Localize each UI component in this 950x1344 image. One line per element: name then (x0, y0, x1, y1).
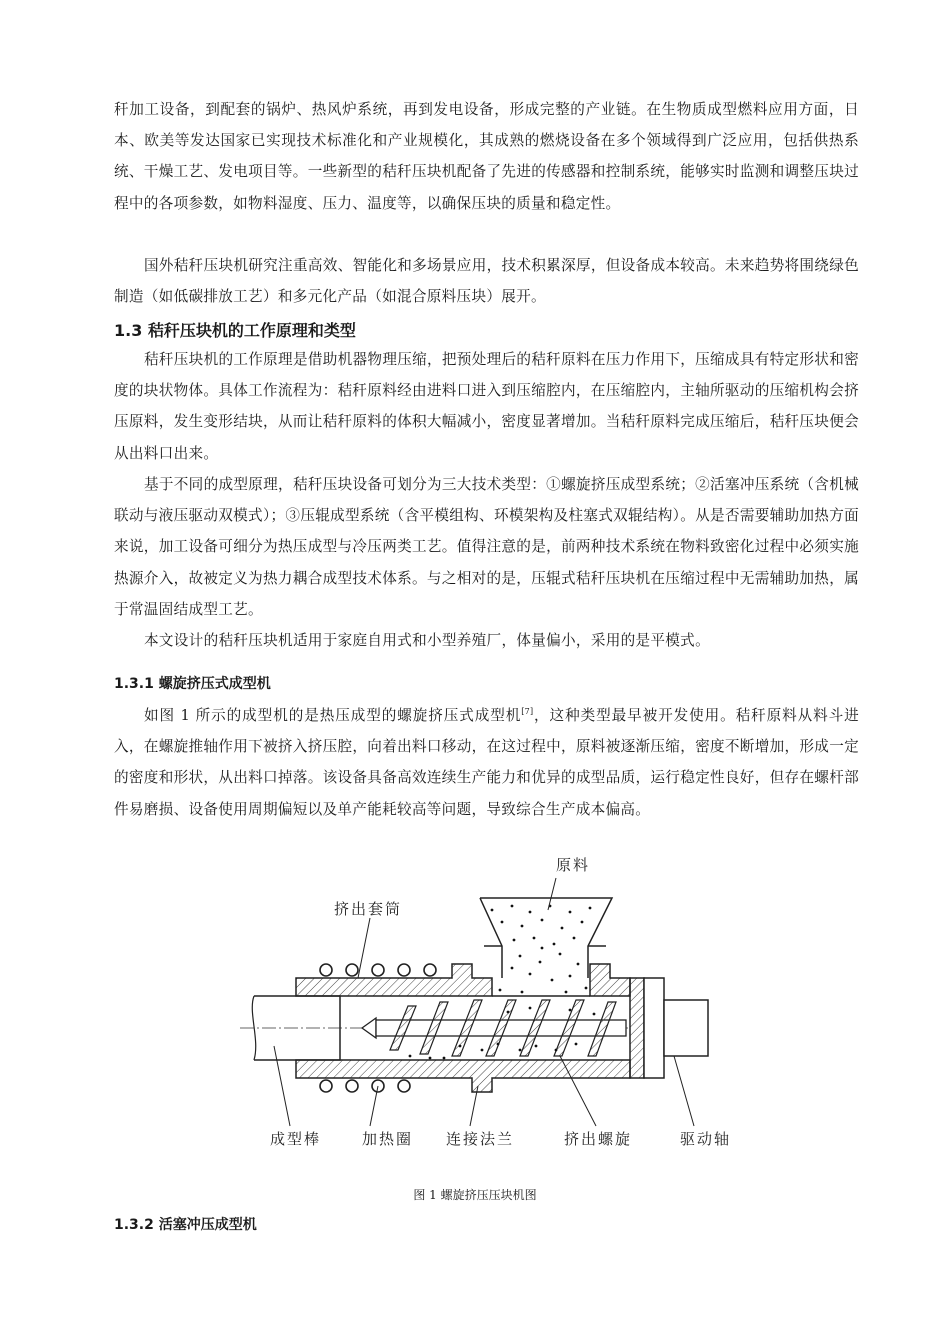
paragraph-design-choice: 本文设计的秸秆压块机适用于家庭自用式和小型养殖厂，体量偏小，采用的是平模式。 (144, 632, 710, 649)
extrusion-screw (362, 1000, 626, 1056)
para-text-before-ref: 如图 1 所示的成型机的是热压成型的螺旋挤压式成型机 (144, 707, 522, 724)
label-drive-shaft: 驱动轴 (680, 1130, 732, 1148)
paragraph-foreign-summary: 国外秸秆压块机研究注重高效、智能化和多场景应用，技术积累深厚，但设备成本较高。未来趋势将围绕绿色制造（如低碳排放工艺）和多元化产品（如混合原料压块）展开。 (114, 257, 859, 306)
screw-extruder-figure (230, 850, 750, 1160)
label-extrusion-sleeve: 挤出套筒 (334, 900, 403, 918)
paragraph-screw-extruder (114, 700, 859, 825)
paragraph-working-principle: 秸秆压块机的工作原理是借助机器物理压缩，把预处理后的秸秆原料在压力作用下，压缩成具有特定形状和密度的块状物体。具体工作流程为：秸秆原料经由进料口进入到压缩腔内，在压缩腔内，主轴所驱动的压缩机构会挤压原料，发生变形结块，从而让秸秆原料的体积大幅减小，密度显著增加。当秸秆原料完成压缩后，秸秆压块便会从出料口出来。 (114, 351, 859, 462)
label-extrusion-screw: 挤出螺旋 (564, 1130, 633, 1148)
figure-caption: 图 1 螺旋挤压压块机图 (413, 1188, 537, 1202)
citation-ref: [7] (521, 707, 534, 717)
para-text-after-ref: ，这种类型最早被开发使用。秸秆原料从料斗进入，在螺旋推轴作用下被挤入挤压腔，向着出料口移动，在这过程中，原料被逐渐压缩，密度不断增加，形成一定的密度和形状，从出料口掉落。该设备具备高效连续生产能力和优异的成型品质，运行稳定性良好，但存在螺杆部件易磨损、设备使用周期偏短以及单产能耗较高等问题，导致综合生产成本偏高。 (114, 707, 859, 818)
section-heading-1-3-1: 1.3.1 螺旋挤压式成型机 (114, 676, 271, 692)
section-heading-1-3-2: 1.3.2 活塞冲压成型机 (114, 1217, 257, 1233)
drive-assembly (630, 978, 708, 1078)
label-forming-rod: 成型棒 (270, 1130, 322, 1148)
section-heading-1-3: 1.3 秸秆压块机的工作原理和类型 (114, 321, 356, 340)
paragraph-foreign-industry: 秆加工设备，到配套的锅炉、热风炉系统，再到发电设备，形成完整的产业链。在生物质成型燃料应用方面，日本、欧美等发达国家已实现技术标准化和产业规模化，其成熟的燃烧设备在多个领域得到广泛应用，包括供热系统、干燥工艺、发电项目等。一些新型的秸秆压块机配备了先进的传感器和控制系统，能够实时监测和调整压块过程中的各项参数，如物料湿度、压力、温度等，以确保压块的质量和稳定性。 (114, 101, 859, 212)
label-raw-material: 原料 (556, 856, 591, 874)
label-connecting-flange: 连接法兰 (446, 1130, 515, 1148)
paragraph-technology-types: 基于不同的成型原理，秸秆压块设备可划分为三大技术类型：①螺旋挤压成型系统；②活塞冲压系统（含机械联动与液压驱动双模式）；③压辊成型系统（含平模组构、环模架构及柱塞式双辊结构）。从是否需要辅助加热方面来说，加工设备可细分为热压成型与冷压两类工艺。值得注意的是，前两种技术系统在物料致密化过程中必须实施热源介入，故被定义为热力耦合成型技术体系。与之相对的是，压辊式秸秆压块机在压缩过程中无需辅助加热，属于常温固结成型工艺。 (114, 476, 859, 618)
label-heating-coil: 加热圈 (362, 1130, 414, 1148)
